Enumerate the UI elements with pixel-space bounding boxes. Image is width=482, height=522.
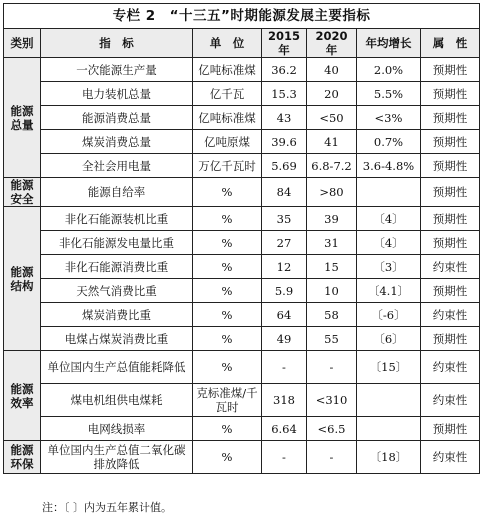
table-row [4, 58, 480, 82]
indicator-cell: 非化石能源消费比重 [41, 255, 193, 279]
growth-cell: 〔6〕 [357, 327, 421, 351]
value-2020-cell: 20 [307, 82, 357, 106]
attribute-cell: 预期性 [421, 417, 480, 441]
indicator-cell: 电力装机总量 [41, 82, 193, 106]
growth-cell [357, 384, 421, 417]
growth-cell: 〔18〕 [357, 441, 421, 474]
table-row [4, 351, 480, 384]
attribute-cell: 预期性 [421, 327, 480, 351]
indicator-cell: 一次能源生产量 [41, 58, 193, 82]
unit-cell: % [193, 178, 262, 207]
table-row [4, 417, 480, 441]
unit-cell: 亿吨标准煤 [193, 106, 262, 130]
attribute-cell: 预期性 [421, 58, 480, 82]
unit-cell: % [193, 207, 262, 231]
header-2020: 2020 年 [307, 29, 357, 58]
category-cell: 能源环保 [4, 441, 41, 474]
attribute-cell: 预期性 [421, 279, 480, 303]
indicator-cell: 能源消费总量 [41, 106, 193, 130]
header-category: 类别 [4, 29, 41, 58]
unit-cell: % [193, 255, 262, 279]
value-2015-cell: - [262, 441, 307, 474]
attribute-cell: 约束性 [421, 255, 480, 279]
value-2015-cell: 36.2 [262, 58, 307, 82]
attribute-cell: 约束性 [421, 384, 480, 417]
unit-cell: % [193, 417, 262, 441]
value-2020-cell: >80 [307, 178, 357, 207]
unit-cell: 亿吨标准煤 [193, 58, 262, 82]
value-2015-cell: 39.6 [262, 130, 307, 154]
table-row [4, 279, 480, 303]
indicator-cell: 电网线损率 [41, 417, 193, 441]
attribute-cell: 预期性 [421, 82, 480, 106]
table-row [4, 207, 480, 231]
value-2020-cell: 55 [307, 327, 357, 351]
value-2015-cell: 43 [262, 106, 307, 130]
value-2015-cell: - [262, 351, 307, 384]
unit-cell: % [193, 441, 262, 474]
table-row [4, 231, 480, 255]
indicator-cell: 煤炭消费比重 [41, 303, 193, 327]
table-row [4, 106, 480, 130]
value-2015-cell: 6.64 [262, 417, 307, 441]
growth-cell: 〔4.1〕 [357, 279, 421, 303]
unit-cell: % [193, 303, 262, 327]
indicator-cell: 煤炭消费总量 [41, 130, 193, 154]
indicator-cell: 天然气消费比重 [41, 279, 193, 303]
indicator-cell: 能源自给率 [41, 178, 193, 207]
attribute-cell: 预期性 [421, 231, 480, 255]
indicator-cell: 单位国内生产总值能耗降低 [41, 351, 193, 384]
value-2020-cell: 41 [307, 130, 357, 154]
growth-cell: 〔-6〕 [357, 303, 421, 327]
table-row [4, 178, 480, 207]
value-2020-cell: - [307, 351, 357, 384]
attribute-cell: 预期性 [421, 130, 480, 154]
growth-cell [357, 417, 421, 441]
value-2015-cell: 5.69 [262, 154, 307, 178]
growth-cell: 0.7% [357, 130, 421, 154]
value-2015-cell: 12 [262, 255, 307, 279]
indicator-cell: 非化石能源发电量比重 [41, 231, 193, 255]
category-cell: 能源效率 [4, 351, 41, 441]
energy-indicators-table [3, 3, 480, 474]
table-row [4, 384, 480, 417]
header-indicator: 指 标 [41, 29, 193, 58]
unit-cell: % [193, 231, 262, 255]
value-2015-cell: 35 [262, 207, 307, 231]
growth-cell: 3.6-4.8% [357, 154, 421, 178]
indicator-cell: 非化石能源装机比重 [41, 207, 193, 231]
unit-cell: 克标准煤/千瓦时 [193, 384, 262, 417]
value-2015-cell: 15.3 [262, 82, 307, 106]
growth-cell: 2.0% [357, 58, 421, 82]
header-2015: 2015 年 [262, 29, 307, 58]
value-2015-cell: 64 [262, 303, 307, 327]
growth-cell: 〔4〕 [357, 231, 421, 255]
unit-cell: % [193, 279, 262, 303]
category-cell: 能源安全 [4, 178, 41, 207]
growth-cell: 〔4〕 [357, 207, 421, 231]
table-row [4, 441, 480, 474]
value-2020-cell: 15 [307, 255, 357, 279]
value-2020-cell: <50 [307, 106, 357, 130]
value-2020-cell: <310 [307, 384, 357, 417]
unit-cell: 亿吨原煤 [193, 130, 262, 154]
unit-cell: 万亿千瓦时 [193, 154, 262, 178]
value-2020-cell: 10 [307, 279, 357, 303]
indicator-cell: 煤电机组供电煤耗 [41, 384, 193, 417]
value-2020-cell: <6.5 [307, 417, 357, 441]
header-unit: 单 位 [193, 29, 262, 58]
attribute-cell: 约束性 [421, 351, 480, 384]
growth-cell: 5.5% [357, 82, 421, 106]
growth-cell: <3% [357, 106, 421, 130]
attribute-cell: 预期性 [421, 178, 480, 207]
category-cell: 能源结构 [4, 207, 41, 351]
value-2020-cell: 39 [307, 207, 357, 231]
unit-cell: 亿千瓦 [193, 82, 262, 106]
value-2020-cell: 31 [307, 231, 357, 255]
table-header-row [4, 29, 480, 58]
value-2015-cell: 49 [262, 327, 307, 351]
header-attribute: 属 性 [421, 29, 480, 58]
category-cell: 能源总量 [4, 58, 41, 178]
attribute-cell: 预期性 [421, 106, 480, 130]
indicator-cell: 单位国内生产总值二氧化碳排放降低 [41, 441, 193, 474]
attribute-cell: 预期性 [421, 207, 480, 231]
table-row [4, 130, 480, 154]
value-2015-cell: 27 [262, 231, 307, 255]
table-row [4, 255, 480, 279]
growth-cell [357, 178, 421, 207]
growth-cell: 〔3〕 [357, 255, 421, 279]
table-row [4, 82, 480, 106]
indicator-cell: 全社会用电量 [41, 154, 193, 178]
attribute-cell: 预期性 [421, 154, 480, 178]
table-row [4, 303, 480, 327]
unit-cell: % [193, 351, 262, 384]
value-2020-cell: 58 [307, 303, 357, 327]
table-note: 注：〔 〕内为五年累计值。 [42, 501, 172, 514]
value-2015-cell: 84 [262, 178, 307, 207]
table-title: 专栏 2 “十三五”时期能源发展主要指标 [4, 4, 480, 29]
attribute-cell: 约束性 [421, 441, 480, 474]
unit-cell: % [193, 327, 262, 351]
value-2015-cell: 5.9 [262, 279, 307, 303]
header-growth: 年均增长 [357, 29, 421, 58]
growth-cell: 〔15〕 [357, 351, 421, 384]
indicator-cell: 电煤占煤炭消费比重 [41, 327, 193, 351]
table-title-row [4, 4, 480, 29]
value-2020-cell: - [307, 441, 357, 474]
value-2020-cell: 40 [307, 58, 357, 82]
attribute-cell: 约束性 [421, 303, 480, 327]
table-row [4, 327, 480, 351]
value-2020-cell: 6.8-7.2 [307, 154, 357, 178]
value-2015-cell: 318 [262, 384, 307, 417]
table-row [4, 154, 480, 178]
